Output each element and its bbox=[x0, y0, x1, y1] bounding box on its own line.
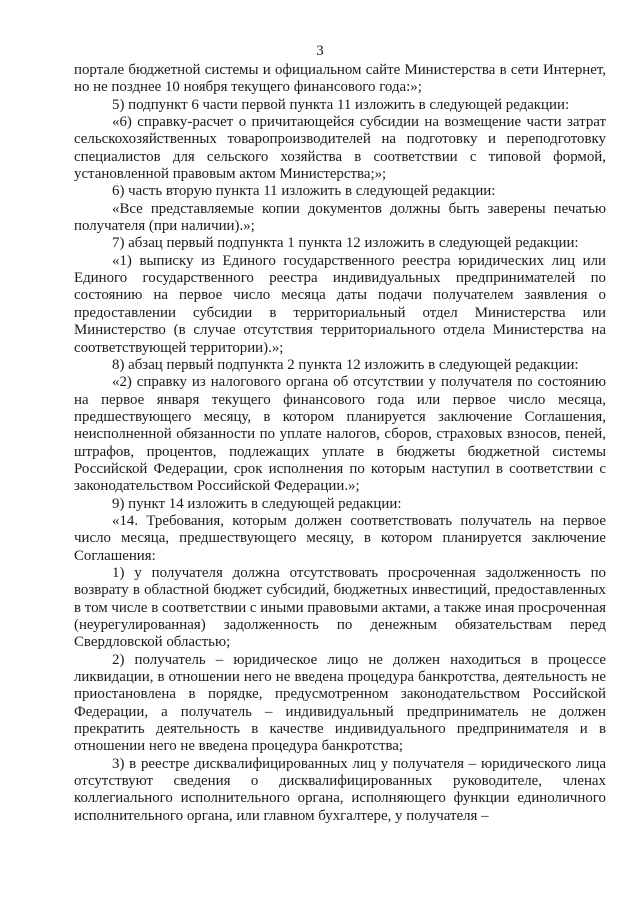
paragraph: «14. Требования, которым должен соответствовать получатель на первое число месяца, предшествующего месяцу, в котором планируется заключение Соглашения: bbox=[74, 512, 606, 564]
paragraph: 2) получатель – юридическое лицо не должен находиться в процессе ликвидации, в отношении него не введена процедура банкротства, деятельность не приостановлена в порядке, предусмотренном законодательством Российской Федерации, а получатель – индивидуальный предприниматель не должен прекратить деятельность в качестве индивидуального предпринимателя и в отношении него не введена процедура банкротства; bbox=[74, 651, 606, 755]
paragraph: 5) подпункт 6 части первой пункта 11 изложить в следующей редакции: bbox=[112, 96, 570, 113]
paragraph: 6) часть вторую пункта 11 изложить в следующей редакции: bbox=[112, 183, 496, 200]
document-body bbox=[74, 62, 606, 825]
paragraph: 7) абзац первый подпункта 1 пункта 12 изложить в следующей редакции: bbox=[112, 235, 579, 252]
paragraph: «1) выписку из Единого государственного реестра юридических лиц или Единого государственного реестра индивидуальных предпринимателей по состоянию на первое число месяца даты подачи получателем заявления о предоставлении субсидии в территориальный отдел Министерства или Министерство (в случае отсутствия территориального отдела Министерства на соответствующей территории).»; bbox=[74, 252, 606, 356]
paragraph: 8) абзац первый подпункта 2 пункта 12 изложить в следующей редакции: bbox=[112, 356, 579, 373]
paragraph: «Все представляемые копии документов должны быть заверены печатью получателя (при наличии).»; bbox=[74, 200, 606, 235]
paragraph: «2) справку из налогового органа об отсутствии у получателя по состоянию на первое января текущего финансового года или первое число месяца, предшествующего месяцу, в котором планируется заключение Соглашения, неисполненной обязанности по уплате налогов, сборов, страховых взносов, пеней, штрафов, процентов, подлежащих уплате в бюджеты бюджетной системы Российской Федерации, срок исполнения по которым наступил в соответствии с законодательством Российской Федерации.»; bbox=[74, 374, 606, 495]
paragraph: 3) в реестре дисквалифицированных лиц у получателя – юридического лица отсутствуют сведения о дисквалифицированных руководителе, членах коллегиального исполнительного органа, исполняющего функции единоличного исполнительного органа, или главном бухгалтере, у получателя – bbox=[74, 755, 606, 824]
paragraph: портале бюджетной системы и официальном сайте Министерства в сети Интернет, но не позднее 10 ноября текущего финансового года:»; bbox=[74, 62, 606, 96]
paragraph: 9) пункт 14 изложить в следующей редакции: bbox=[112, 495, 402, 512]
page-number: 3 bbox=[316, 43, 324, 59]
paragraph: «6) справку-расчет о причитающейся субсидии на возмещение части затрат сельскохозяйственных товаропроизводителей на подготовку и переподготовку специалистов для сельского хозяйства в соответствии с типовой формой, установленной правовым актом Министерства;»; bbox=[74, 114, 606, 183]
paragraph: 1) у получателя должна отсутствовать просроченная задолженность по возврату в областной бюджет субсидий, бюджетных инвестиций, предоставленных в том числе в соответствии с иными правовыми актами, а также иная просроченная (неурегулированная) задолженность по денежным обязательствам перед Свердловской областью; bbox=[74, 564, 606, 651]
